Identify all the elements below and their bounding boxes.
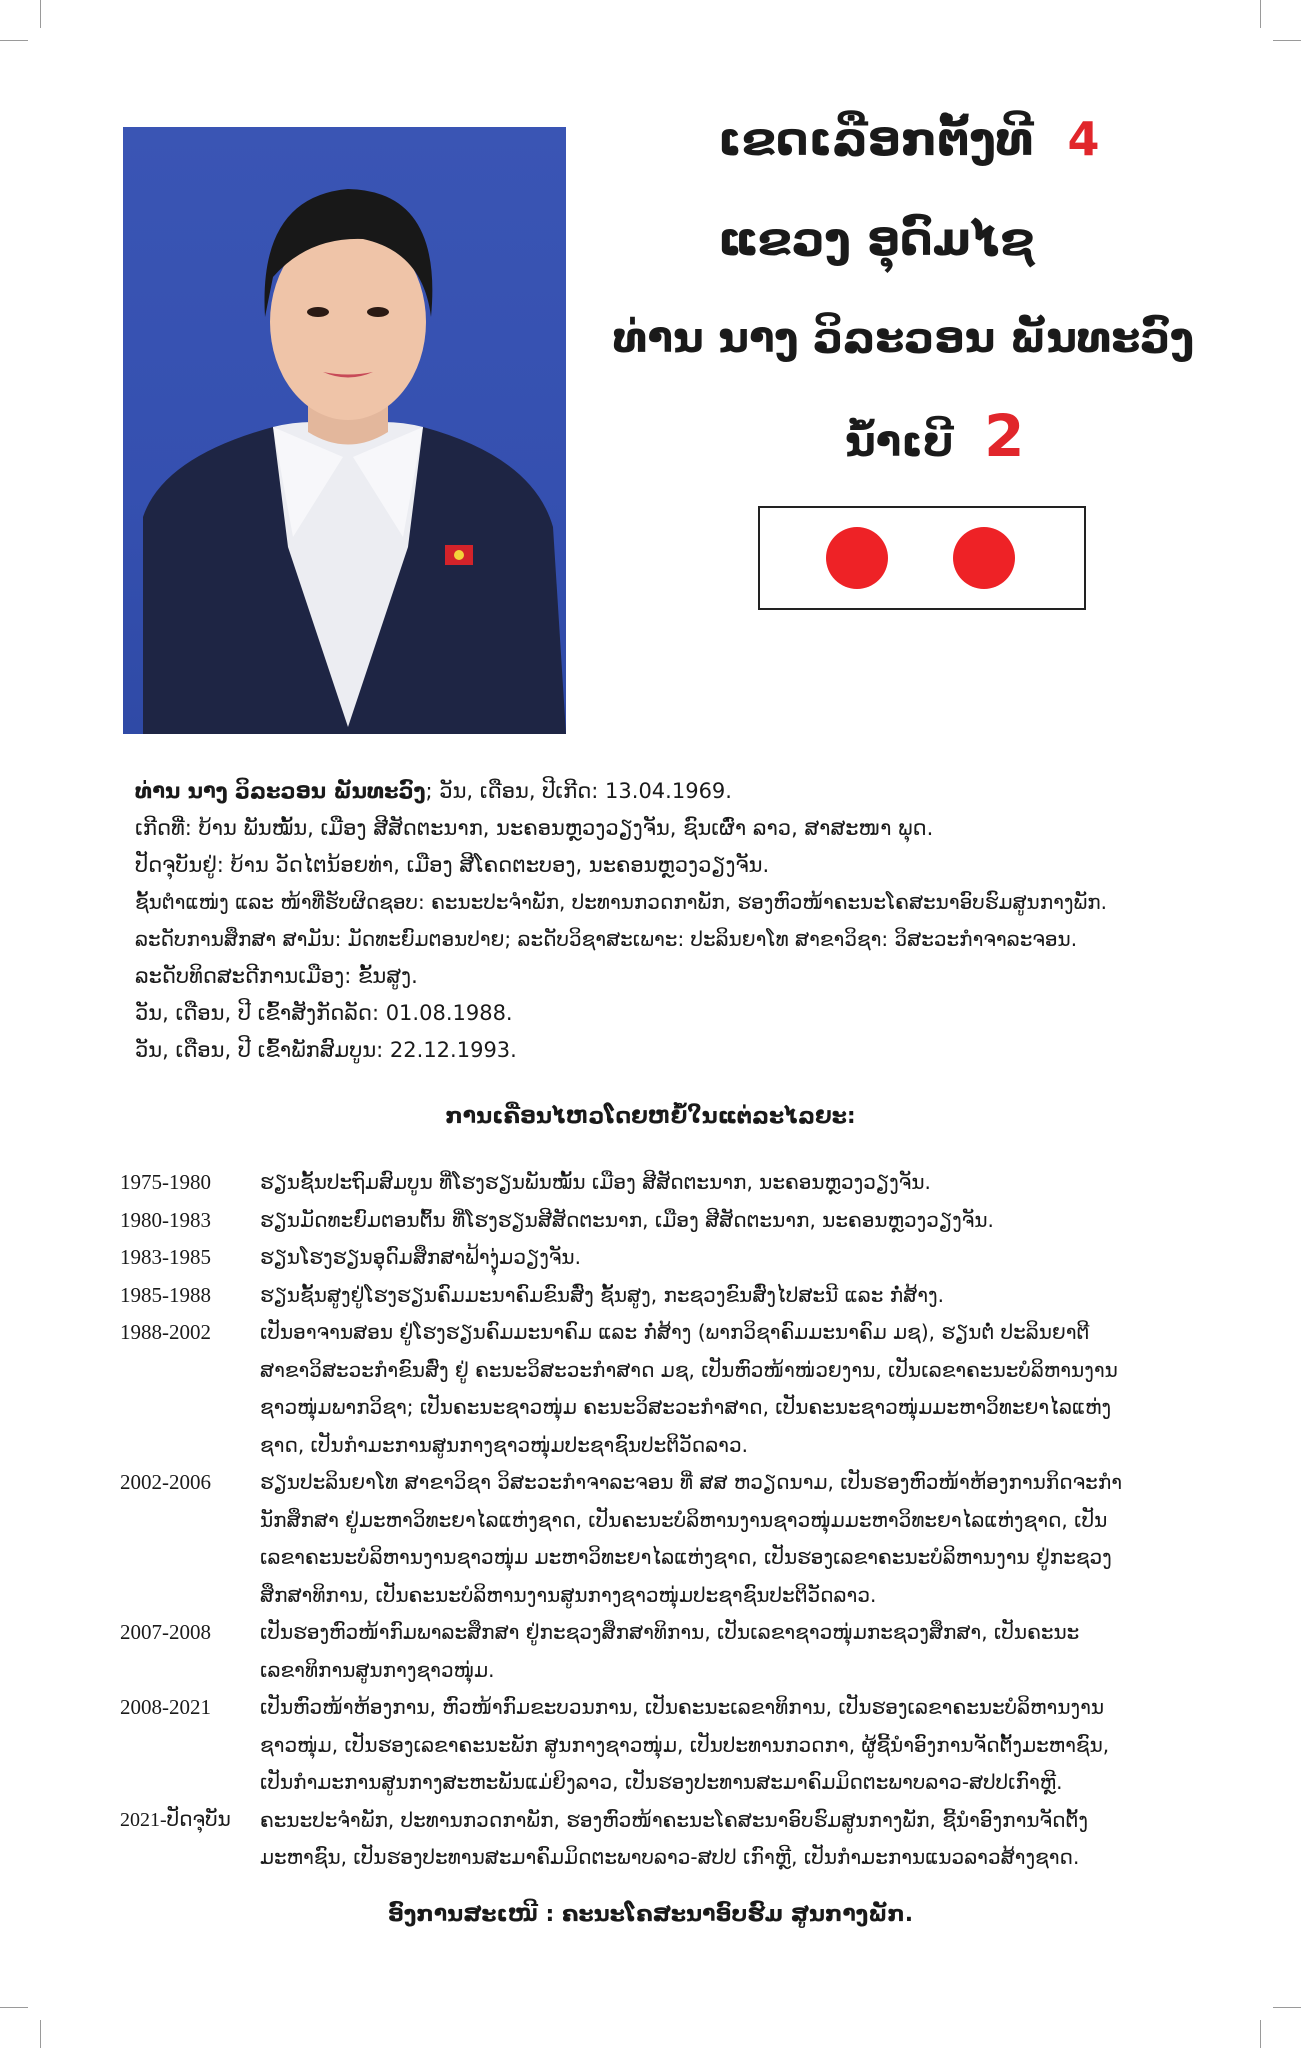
bio-line: ລະດັບການສຶກສາ ສາມັນ: ມັດທະຍົມຕອນປາຍ; ລະດັບວິຊາສະເພາະ: ປະລິນຍາໂທ ສາຂາວິຊາ: ວິສະວະກໍາຈາລະຈອນ. (135, 927, 1078, 951)
timeline-year: 1975-1980 (120, 1170, 211, 1194)
timeline-row (120, 1464, 1200, 1614)
timeline-desc: ເປັນຫົວໜ້າຫ້ອງການ, ຫົວໜ້າກົມຂະບວນການ, ເປັນຄະນະເລຂາທິການ, ເປັນຮອງເລຂາຄະນະບໍລິຫານງານ ຊາວໜຸ່ມ, ເປັນຮອງເລຂາຄະນະພັກ ສູນກາງຊາວໜຸ່ມ, ເປັນປະທານກວດກາ, ຜູ້ຊີ້ນໍາອົງການຈັດຕັ້ງມະຫາຊົນ, ເປັນກໍາມະການສູນກາງສະຫະພັນແມ່ຍິງລາວ, ເປັນຮອງປະທານສະມາຄົມມິດຕະພາບລາວ-ສປປເກົາຫຼີ. (260, 1695, 1110, 1794)
bio-name: ທ່ານ ນາງ ວິລະວອນ ພັນທະວົງ (135, 779, 426, 803)
timeline-year: 1988-2002 (120, 1320, 211, 1344)
timeline-row (120, 1614, 1200, 1689)
ballot-dot (953, 527, 1015, 589)
timeline-year: 2007-2008 (120, 1620, 211, 1644)
bio-line: ທ່ານ ນາງ ວິລະວອນ ພັນທະວົງ; ວັນ, ເດືອນ, ປີເກີດ: 13.04.1969. (135, 779, 732, 803)
timeline-year: 1983-1985 (120, 1245, 211, 1269)
bio-line: ຊັ້ນຕໍາແໜ່ງ ແລະ ໜ້າທີ່ຮັບຜິດຊອບ: ຄະນະປະຈໍາພັກ, ປະທານກວດກາພັກ, ຮອງຫົວໜ້າຄະນະໂຄສະນາອົບຮົມສູນກາງພັກ. (135, 890, 1108, 914)
district-label: ເຂດເລືອກຕັ້ງທີ (718, 112, 1034, 166)
crop-mark (40, 2020, 41, 2048)
timeline-desc: ຮຽນມັດທະຍົມຕອນຕົ້ນ ທີ່ໂຮງຮຽນສີສັດຕະນາກ, ເມືອງ ສີສັດຕະນາກ, ນະຄອນຫຼວງວຽງຈັນ. (260, 1207, 994, 1232)
electoral-district-title (718, 112, 1100, 166)
timeline-year: 2021-ປັດຈຸບັນ (120, 1808, 231, 1831)
ballot-label: ນໍ້າເບີ (845, 417, 954, 466)
timeline-year: 1985-1988 (120, 1282, 211, 1307)
timeline-row (120, 1202, 1200, 1240)
bio-line: ລະດັບທິດສະດີການເມືອງ: ຂັ້ນສູງ. (135, 964, 418, 988)
timeline-year: 1980-1983 (120, 1207, 211, 1232)
timeline-desc: ຄະນະປະຈໍາພັກ, ປະທານກວດກາພັກ, ຮອງຫົວໜ້າຄະນະໂຄສະນາອົບຮົມສູນກາງພັກ, ຊີ້ນໍາອົງການຈັດຕັ້ງ ມະຫາຊົນ, ເປັນຮອງປະທານສະມາຄົມມິດຕະພາບລາວ-ສປປ ເກົາຫຼີ, ເປັນກໍາມະການແນວລາວສ້າງຊາດ. (260, 1807, 1088, 1869)
crop-mark (1260, 0, 1261, 28)
province-title: ແຂວງ ອຸດົມໄຊ (718, 212, 1035, 266)
district-number: 4 (1067, 112, 1100, 166)
timeline-desc: ຮຽນຊັ້ນປະຖົມສົມບູນ ທີ່ໂຮງຮຽນພັນໝັ້ນ ເມືອງ ສີສັດຕະນາກ, ນະຄອນຫຼວງວຽງຈັນ. (260, 1170, 931, 1194)
candidate-name-title: ທ່ານ ນາງ ວິລະວອນ ພັນທະວົງ (613, 313, 1195, 362)
crop-mark (1273, 40, 1301, 41)
crop-mark (0, 40, 28, 41)
timeline-title: ການເຄື່ອນໄຫວໂດຍຫຍໍ້ໃນແຕ່ລະໄລຍະ: (445, 1104, 856, 1129)
ballot-dot (826, 527, 888, 589)
timeline-desc: ຮຽນປະລິນຍາໂທ ສາຂາວິຊາ ວິສະວະກໍາຈາລະຈອນ ທີ່ ສສ ຫວຽດນາມ, ເປັນຮອງຫົວໜ້າຫ້ອງການກິດຈະກໍາ ນັກສຶກສາ ຢູ່ມະຫາວິທະຍາໄລແຫ່ງຊາດ, ເປັນຄະນະບໍລິຫານງານຊາວໜຸ່ມມະຫາວິທະຍາໄລແຫ່ງຊາດ, ເປັນ ເລຂາຄະນະບໍລິຫານງານຊາວໜຸ່ມ ມະຫາວິທະຍາໄລແຫ່ງຊາດ, ເປັນຮອງເລຂາຄະນະບໍລິຫານງານ ຢູ່ກະຊວງ ສຶກສາທິການ, ເປັນຄະນະບໍລິຫານງານສູນກາງຊາວໜຸ່ມປະຊາຊົນປະຕິວັດລາວ. (260, 1470, 1123, 1607)
biography (135, 773, 1195, 1069)
bio-line: ເກີດທີ່: ບ້ານ ພັນໝັ້ນ, ເມືອງ ສີສັດຕະນາກ, ນະຄອນຫຼວງວຽງຈັນ, ຊົນເຜົ່າ ລາວ, ສາສະໜາ ພຸດ. (135, 816, 934, 840)
crop-mark (1273, 2007, 1301, 2008)
timeline-row (120, 1802, 1200, 1877)
timeline-year: 2008-2021 (120, 1695, 211, 1719)
ballot-number: 2 (984, 402, 1025, 470)
timeline-desc: ເປັນຮອງຫົວໜ້າກົມພາລະສຶກສາ ຢູ່ກະຊວງສຶກສາທິການ, ເປັນເລຂາຊາວໜຸ່ມກະຊວງສຶກສາ, ເປັນຄະນະ ເລຂາທິການສູນກາງຊາວໜຸ່ມ. (260, 1620, 1080, 1682)
timeline-row (120, 1689, 1200, 1802)
candidate-photo (123, 127, 566, 734)
career-timeline (120, 1164, 1200, 1877)
bio-line: ວັນ, ເດືອນ, ປີ ເຂົ້າພັກສົມບູນ: 22.12.1993. (135, 1038, 517, 1062)
timeline-row (120, 1164, 1200, 1202)
timeline-desc: ເປັນອາຈານສອນ ຢູ່ໂຮງຮຽນຄົມມະນາຄົມ ແລະ ກໍ່ສ້າງ (ພາກວິຊາຄົມມະນາຄົມ ມຊ), ຮຽນຕໍ່ ປະລິນຍາຕີ ສາຂາວິສະວະກໍາຂົນສົ່ງ ຢູ່ ຄະນະວິສະວະກໍາສາດ ມຊ, ເປັນຫົວໜ້າໜ່ວຍງານ, ເປັນເລຂາຄະນະບໍລິຫານງານ ຊາວໜຸ່ມພາກວິຊາ; ເປັນຄະນະຊາວໜຸ່ມ ຄະນະວິສະວະກໍາສາດ, ເປັນຄະນະຊາວໜຸ່ມມະຫາວິທະຍາໄລແຫ່ງ ຊາດ, ເປັນກໍາມະການສູນກາງຊາວໜຸ່ມປະຊາຊົນປະຕິວັດລາວ. (260, 1320, 1118, 1457)
timeline-year: 2002-2006 (120, 1470, 211, 1494)
timeline-row (120, 1314, 1200, 1464)
crop-mark (0, 2007, 28, 2008)
ballot-number-title (845, 402, 1024, 470)
bio-line: ວັນ, ເດືອນ, ປີ ເຂົ້າສັງກັດລັດ: 01.08.1988. (135, 1001, 513, 1025)
ballot-mark-box (758, 506, 1086, 610)
crop-mark (1260, 2020, 1261, 2048)
bio-line: ປັດຈຸບັນຢູ່: ບ້ານ ວັດໄຕນ້ອຍທ່າ, ເມືອງ ສີໂຄດຕະບອງ, ນະຄອນຫຼວງວຽງຈັນ. (135, 853, 770, 877)
timeline-desc: ຮຽນຊັ້ນສູງຢູ່ໂຮງຮຽນຄົມມະນາຄົມຂົນສົ່ງ ຊັ້ນສູງ, ກະຊວງຂົນສົ່ງໄປສະນີ ແລະ ກໍ່ສ້າງ. (260, 1282, 944, 1307)
timeline-row (120, 1239, 1200, 1277)
timeline-desc: ຮຽນໂຮງຮຽນອຸດົມສຶກສາຟ້າງຸ່ມວຽງຈັນ. (260, 1245, 581, 1269)
timeline-row (120, 1277, 1200, 1315)
crop-mark (40, 0, 41, 28)
proposing-organization: ອົງການສະເໜີ : ຄະນະໂຄສະນາອົບຮົມ ສູນກາງພັກ. (387, 1902, 914, 1927)
